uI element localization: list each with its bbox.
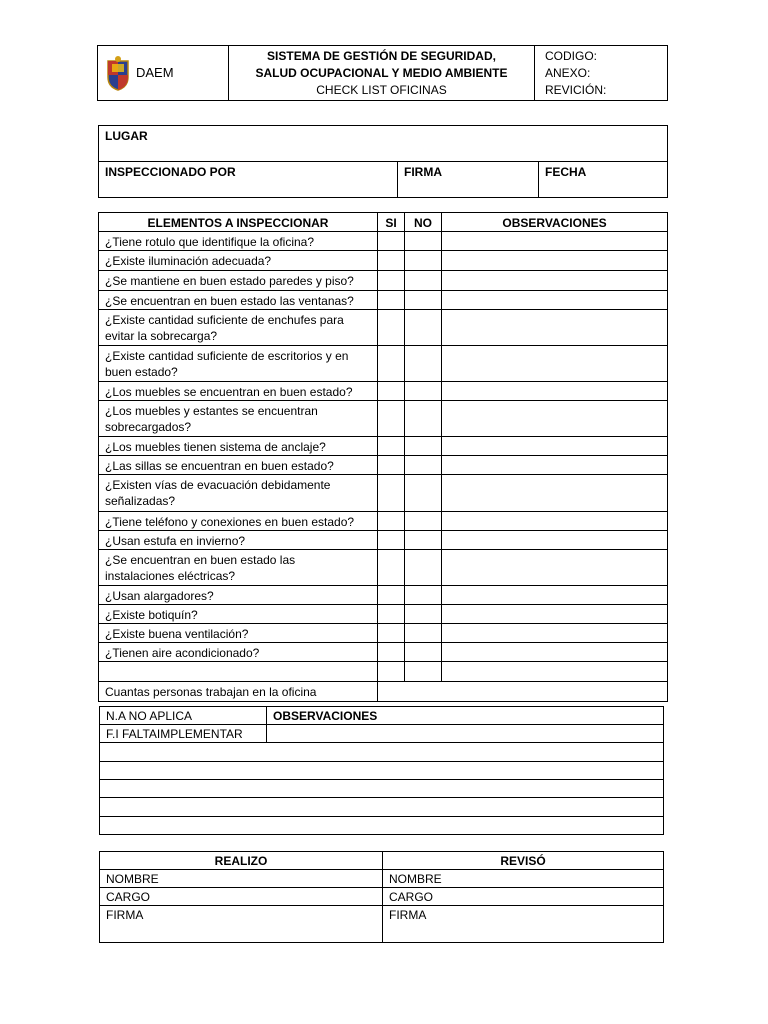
no-checkbox[interactable] <box>405 605 442 624</box>
no-checkbox[interactable] <box>405 512 442 531</box>
item-line: evitar la sobrecarga? <box>105 329 218 343</box>
no-checkbox[interactable] <box>405 662 442 682</box>
si-checkbox[interactable] <box>378 401 405 437</box>
checklist-item: ¿Usan estufa en invierno? <box>99 531 378 550</box>
no-checkbox[interactable] <box>405 291 442 310</box>
col-header-no: NO <box>405 213 442 232</box>
si-checkbox[interactable] <box>378 643 405 662</box>
si-checkbox[interactable] <box>378 662 405 682</box>
fecha-field[interactable]: FECHA <box>539 162 668 198</box>
observation-cell[interactable] <box>442 346 668 382</box>
logo-cell <box>98 46 229 101</box>
observation-cell[interactable] <box>442 382 668 401</box>
checklist-item <box>99 401 378 437</box>
no-checkbox[interactable] <box>405 251 442 271</box>
no-checkbox[interactable] <box>405 310 442 346</box>
checklist-item: ¿Las sillas se encuentran en buen estado? <box>99 456 378 475</box>
observation-line[interactable] <box>100 798 664 817</box>
observation-cell[interactable] <box>442 512 668 531</box>
legend-na: N.A NO APLICA <box>100 707 267 725</box>
observation-line[interactable] <box>100 762 664 780</box>
staff-count-input[interactable] <box>378 682 668 702</box>
si-checkbox[interactable] <box>378 512 405 531</box>
checklist-item: ¿Tiene teléfono y conexiones en buen estado? <box>99 512 378 531</box>
item-line: buen estado? <box>105 365 178 379</box>
crest-icon <box>106 55 130 91</box>
observation-cell[interactable] <box>442 291 668 310</box>
no-checkbox[interactable] <box>405 531 442 550</box>
no-checkbox[interactable] <box>405 643 442 662</box>
item-line: ¿Los muebles y estantes se encuentran <box>105 404 318 418</box>
si-checkbox[interactable] <box>378 531 405 550</box>
observations-label: OBSERVACIONES <box>267 707 664 725</box>
checklist-item <box>99 475 378 512</box>
col-header-si: SI <box>378 213 405 232</box>
no-checkbox[interactable] <box>405 271 442 291</box>
si-checkbox[interactable] <box>378 586 405 605</box>
observation-cell[interactable] <box>442 550 668 586</box>
si-checkbox[interactable] <box>378 271 405 291</box>
checklist-item <box>99 310 378 346</box>
lugar-field[interactable]: LUGAR <box>99 126 668 162</box>
checklist-item: ¿Existe buena ventilación? <box>99 624 378 643</box>
item-line: instalaciones eléctricas? <box>105 569 236 583</box>
checklist-item: ¿Existe iluminación adecuada? <box>99 251 378 271</box>
no-checkbox[interactable] <box>405 550 442 586</box>
no-checkbox[interactable] <box>405 232 442 251</box>
observation-line[interactable] <box>100 817 664 835</box>
staff-count-label: Cuantas personas trabajan en la oficina <box>99 682 378 702</box>
realizo-header: REALIZO <box>100 852 383 870</box>
inspection-info <box>98 125 668 198</box>
realizo-firma-field[interactable]: FIRMA <box>100 906 383 943</box>
observation-cell[interactable] <box>442 605 668 624</box>
si-checkbox[interactable] <box>378 437 405 456</box>
observation-cell[interactable] <box>442 251 668 271</box>
anexo-label: ANEXO: <box>545 65 591 80</box>
document-codes <box>535 46 668 101</box>
si-checkbox[interactable] <box>378 550 405 586</box>
form-title <box>229 46 535 101</box>
no-checkbox[interactable] <box>405 586 442 605</box>
si-checkbox[interactable] <box>378 310 405 346</box>
si-checkbox[interactable] <box>378 382 405 401</box>
observation-cell[interactable] <box>442 437 668 456</box>
org-name: DAEM <box>136 65 174 80</box>
si-checkbox[interactable] <box>378 475 405 512</box>
legend-fi: F.I FALTAIMPLEMENTAR <box>100 725 267 743</box>
observation-line[interactable] <box>100 743 664 762</box>
signature-block <box>99 851 664 943</box>
observation-line[interactable] <box>267 725 664 743</box>
si-checkbox[interactable] <box>378 624 405 643</box>
si-checkbox[interactable] <box>378 251 405 271</box>
item-line: ¿Existen vías de evacuación debidamente <box>105 478 331 492</box>
observation-cell[interactable] <box>442 401 668 437</box>
checklist-item: ¿Existe botiquín? <box>99 605 378 624</box>
no-checkbox[interactable] <box>405 346 442 382</box>
observation-cell[interactable] <box>442 456 668 475</box>
si-checkbox[interactable] <box>378 346 405 382</box>
col-header-obs: OBSERVACIONES <box>442 213 668 232</box>
observation-cell[interactable] <box>442 475 668 512</box>
reviso-firma-field[interactable]: FIRMA <box>383 906 664 943</box>
checklist-item: ¿Tiene rotulo que identifique la oficina? <box>99 232 378 251</box>
item-line: sobrecargados? <box>105 420 192 434</box>
item-line: ¿Se encuentran en buen estado las <box>105 553 296 567</box>
reviso-cargo-field[interactable]: CARGO <box>383 888 664 906</box>
form-header <box>97 45 668 101</box>
item-line: señalizadas? <box>105 494 176 508</box>
checklist-item: ¿Se encuentran en buen estado las ventanas? <box>99 291 378 310</box>
checklist-item: ¿Tienen aire acondicionado? <box>99 643 378 662</box>
item-line: ¿Existe cantidad suficiente de escritorios y en <box>105 349 349 363</box>
checklist-item <box>99 550 378 586</box>
revision-label: REVICIÓN: <box>545 82 607 97</box>
si-checkbox[interactable] <box>378 456 405 475</box>
checklist-item: ¿Usan alargadores? <box>99 586 378 605</box>
legend-observations <box>99 706 664 835</box>
reviso-nombre-field[interactable]: NOMBRE <box>383 870 664 888</box>
si-checkbox[interactable] <box>378 605 405 624</box>
si-checkbox[interactable] <box>378 291 405 310</box>
checklist-item: ¿Los muebles se encuentran en buen estado? <box>99 382 378 401</box>
form-subtitle: CHECK LIST OFICINAS <box>316 82 447 97</box>
col-header-items: ELEMENTOS A INSPECCIONAR <box>99 213 378 232</box>
checklist-item-empty <box>99 662 378 682</box>
observation-cell[interactable] <box>442 662 668 682</box>
observation-cell[interactable] <box>442 586 668 605</box>
no-checkbox[interactable] <box>405 475 442 512</box>
observation-cell[interactable] <box>442 271 668 291</box>
observation-cell[interactable] <box>442 531 668 550</box>
observation-cell[interactable] <box>442 310 668 346</box>
item-line: ¿Existe cantidad suficiente de enchufes para <box>105 313 344 327</box>
no-checkbox[interactable] <box>405 456 442 475</box>
no-checkbox[interactable] <box>405 437 442 456</box>
realizo-cargo-field[interactable]: CARGO <box>100 888 383 906</box>
reviso-header: REVISÓ <box>383 852 664 870</box>
observation-cell[interactable] <box>442 643 668 662</box>
firma-field[interactable]: FIRMA <box>398 162 539 198</box>
observation-line[interactable] <box>100 780 664 798</box>
title-line2: SALUD OCUPACIONAL Y MEDIO AMBIENTE <box>255 65 508 80</box>
observation-cell[interactable] <box>442 232 668 251</box>
no-checkbox[interactable] <box>405 382 442 401</box>
no-checkbox[interactable] <box>405 401 442 437</box>
no-checkbox[interactable] <box>405 624 442 643</box>
observation-cell[interactable] <box>442 624 668 643</box>
checklist-item <box>99 346 378 382</box>
checklist-item: ¿Los muebles tienen sistema de anclaje? <box>99 437 378 456</box>
codigo-label: CODIGO: <box>545 48 598 63</box>
title-line1: SISTEMA DE GESTIÓN DE SEGURIDAD, <box>267 48 496 63</box>
inspeccionado-field[interactable]: INSPECCIONADO POR <box>99 162 398 198</box>
si-checkbox[interactable] <box>378 232 405 251</box>
inspection-checklist <box>98 212 668 702</box>
realizo-nombre-field[interactable]: NOMBRE <box>100 870 383 888</box>
checklist-item: ¿Se mantiene en buen estado paredes y piso? <box>99 271 378 291</box>
